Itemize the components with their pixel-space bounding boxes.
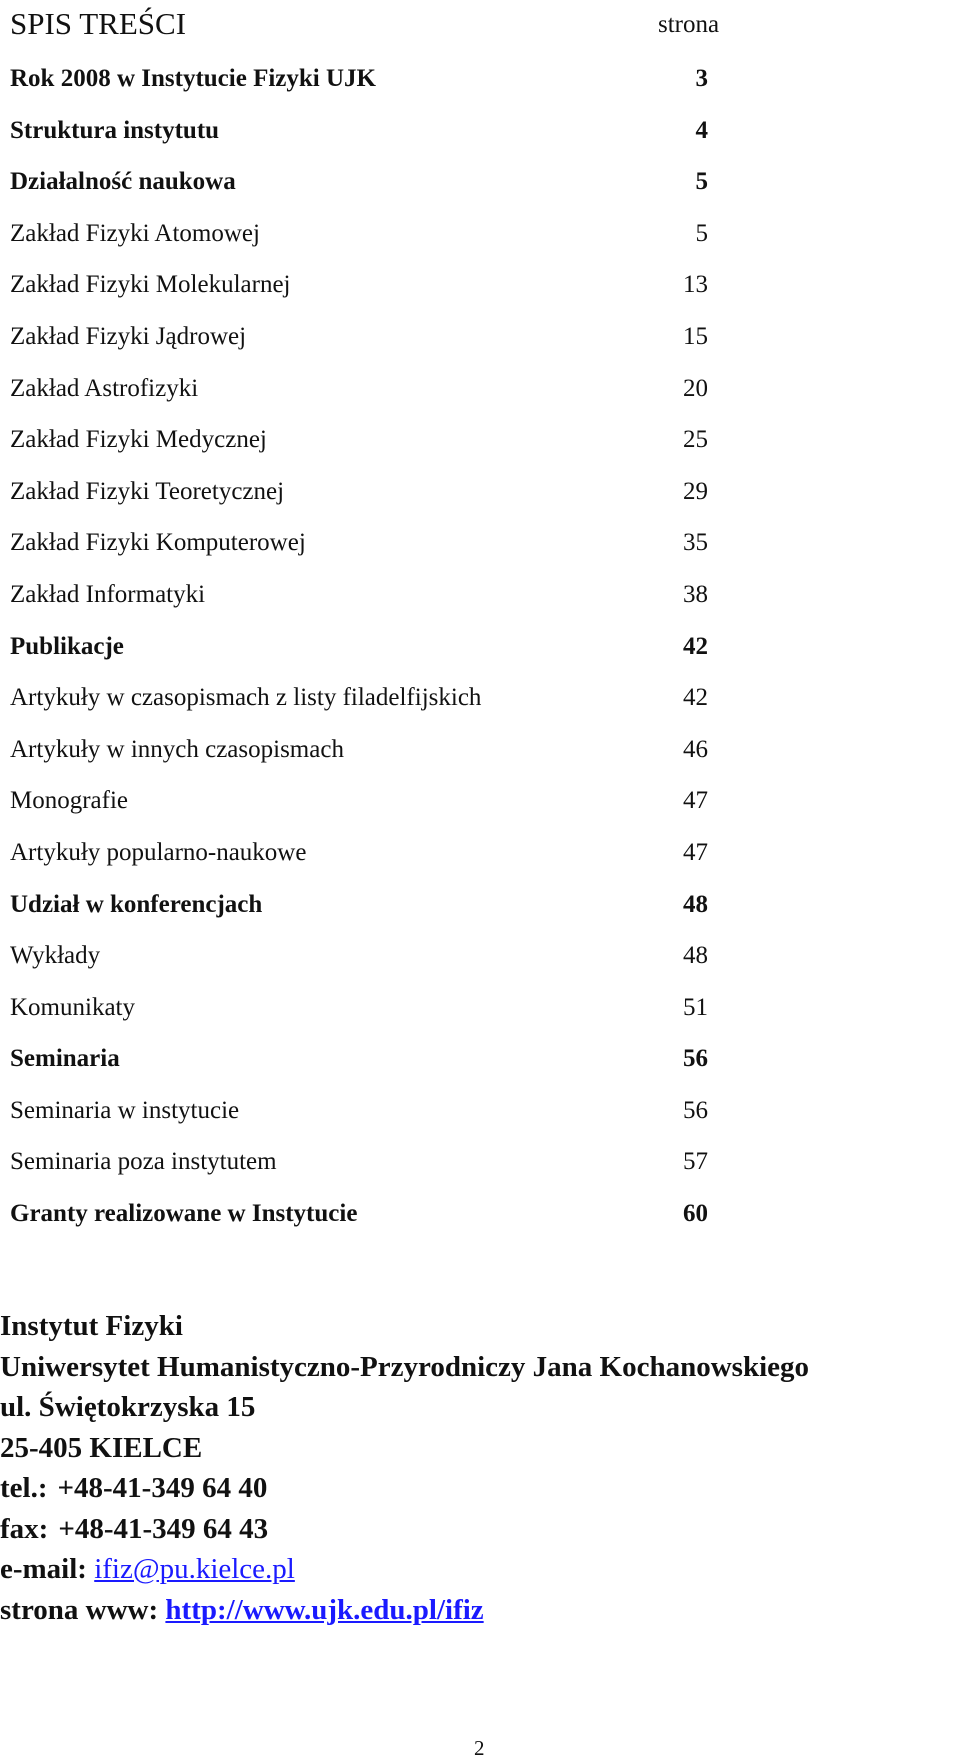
- toc-entry[interactable]: [10, 630, 710, 682]
- toc-entry-label: Publikacje: [10, 632, 124, 660]
- toc-entry-label: Monografie: [10, 787, 129, 815]
- city-postal-code: 25-405 KIELCE: [0, 1431, 203, 1464]
- website-link[interactable]: http://www.ujk.edu.pl/ifiz: [165, 1593, 484, 1626]
- toc-entry-page-number: 51: [683, 993, 708, 1021]
- telephone-value: +48-41-349 64 40: [57, 1472, 268, 1504]
- toc-entry-label: Artykuły popularno-naukowe: [10, 838, 307, 866]
- toc-entry-page-number: 46: [683, 735, 708, 763]
- toc-entry-label: Artykuły w innych czasopismach: [10, 735, 344, 763]
- toc-entry[interactable]: [10, 578, 710, 630]
- toc-entry-label: Zakład Informatyki: [10, 580, 206, 608]
- toc-entry[interactable]: [10, 62, 710, 114]
- website-line: [0, 1590, 960, 1631]
- toc-entry-label: Zakład Astrofizyki: [10, 374, 199, 402]
- toc-entry[interactable]: [10, 836, 710, 888]
- toc-entry-page-number: 47: [683, 787, 708, 815]
- toc-entry[interactable]: [10, 268, 710, 320]
- toc-entry-label: Seminaria: [10, 1045, 120, 1073]
- page-number: 2: [474, 1736, 485, 1760]
- website-label: strona www:: [0, 1593, 159, 1626]
- toc-entry-page-number: 47: [683, 838, 708, 866]
- toc-entry[interactable]: [10, 784, 710, 836]
- toc-entry-label: Seminaria poza instytutem: [10, 1148, 277, 1176]
- toc-entry-page-number: 56: [683, 1096, 708, 1124]
- institute-name: Instytut Fizyki: [0, 1310, 183, 1342]
- toc-entry[interactable]: [10, 475, 710, 527]
- telephone-line: [0, 1468, 960, 1509]
- fax-line: [0, 1509, 960, 1550]
- toc-entry-page-number: 15: [683, 322, 708, 350]
- email-link[interactable]: ifiz@pu.kielce.pl: [94, 1553, 295, 1585]
- toc-entry[interactable]: [10, 1145, 710, 1197]
- toc-entry-label: Komunikaty: [10, 993, 135, 1021]
- toc-entry[interactable]: [10, 1197, 710, 1249]
- toc-entry[interactable]: [10, 320, 710, 372]
- toc-entry[interactable]: [10, 681, 710, 733]
- toc-entry-page-number: 42: [683, 684, 708, 712]
- toc-entry-label: Działalność naukowa: [10, 168, 236, 196]
- toc-entry[interactable]: [10, 939, 710, 991]
- toc-entry[interactable]: [10, 1042, 710, 1094]
- toc-entry-page-number: 3: [695, 65, 708, 92]
- email-line: [0, 1549, 960, 1590]
- contact-block: [0, 1306, 960, 1630]
- toc-entry-label: Rok 2008 w Instytucie Fizyki UJK: [10, 65, 376, 92]
- toc-entry[interactable]: [10, 165, 710, 217]
- university-name: Uniwersytet Humanistyczno-Przyrodniczy Jana Kochanowskiego: [0, 1350, 809, 1383]
- toc-entry-page-number: 4: [695, 116, 708, 144]
- toc-entry-label: Zakład Fizyki Molekularnej: [10, 271, 291, 299]
- toc-entry[interactable]: [10, 526, 710, 578]
- toc-entry-label: Struktura instytutu: [10, 116, 220, 144]
- toc-entry-page-number: 38: [683, 580, 708, 608]
- toc-list: [10, 62, 710, 1249]
- telephone-label: tel.:: [0, 1472, 48, 1504]
- toc-entry-page-number: 42: [683, 632, 708, 660]
- toc-entry[interactable]: [10, 372, 710, 424]
- toc-entry-label: Seminaria w instytucie: [10, 1096, 240, 1124]
- toc-entry[interactable]: [10, 217, 710, 269]
- fax-value: +48-41-349 64 43: [58, 1512, 269, 1545]
- toc-entry[interactable]: [10, 423, 710, 475]
- toc-entry-label: Zakład Fizyki Teoretycznej: [10, 477, 285, 505]
- toc-entry-page-number: 48: [683, 942, 708, 970]
- toc-page-column-header: strona: [658, 11, 720, 38]
- fax-label: fax:: [0, 1512, 49, 1545]
- toc-entry[interactable]: [10, 733, 710, 785]
- toc-entry-page-number: 13: [683, 271, 708, 299]
- street-address: ul. Świętokrzyska 15: [0, 1391, 256, 1423]
- toc-entry-page-number: 5: [695, 168, 708, 196]
- toc-entry[interactable]: [10, 991, 710, 1043]
- toc-entry-page-number: 25: [683, 426, 708, 454]
- toc-entry-page-number: 5: [695, 219, 708, 247]
- toc-entry-label: Artykuły w czasopismach z listy filadelfijskich: [10, 684, 482, 712]
- toc-entry-label: Zakład Fizyki Jądrowej: [10, 322, 247, 350]
- toc-entry-page-number: 48: [683, 890, 708, 918]
- toc-entry-page-number: 29: [683, 477, 708, 505]
- toc-entry-page-number: 20: [683, 374, 708, 402]
- toc-heading: [10, 4, 730, 44]
- toc-entry-label: Wykłady: [10, 942, 101, 970]
- toc-entry-page-number: 56: [683, 1045, 708, 1073]
- toc-entry-label: Zakład Fizyki Komputerowej: [10, 529, 306, 557]
- email-label: e-mail:: [0, 1553, 87, 1585]
- toc-entry-label: Granty realizowane w Instytucie: [10, 1200, 358, 1228]
- toc-entry[interactable]: [10, 1094, 710, 1146]
- toc-entry-page-number: 57: [683, 1148, 708, 1176]
- toc-entry-label: Udział w konferencjach: [10, 890, 263, 918]
- toc-entry[interactable]: [10, 114, 710, 166]
- toc-entry-page-number: 35: [683, 529, 708, 557]
- toc-entry-page-number: 60: [683, 1200, 708, 1228]
- toc-entry-label: Zakład Fizyki Medycznej: [10, 426, 267, 454]
- toc-title: SPIS TREŚCI: [10, 6, 187, 41]
- toc-entry[interactable]: [10, 888, 710, 940]
- toc-entry-label: Zakład Fizyki Atomowej: [10, 219, 260, 247]
